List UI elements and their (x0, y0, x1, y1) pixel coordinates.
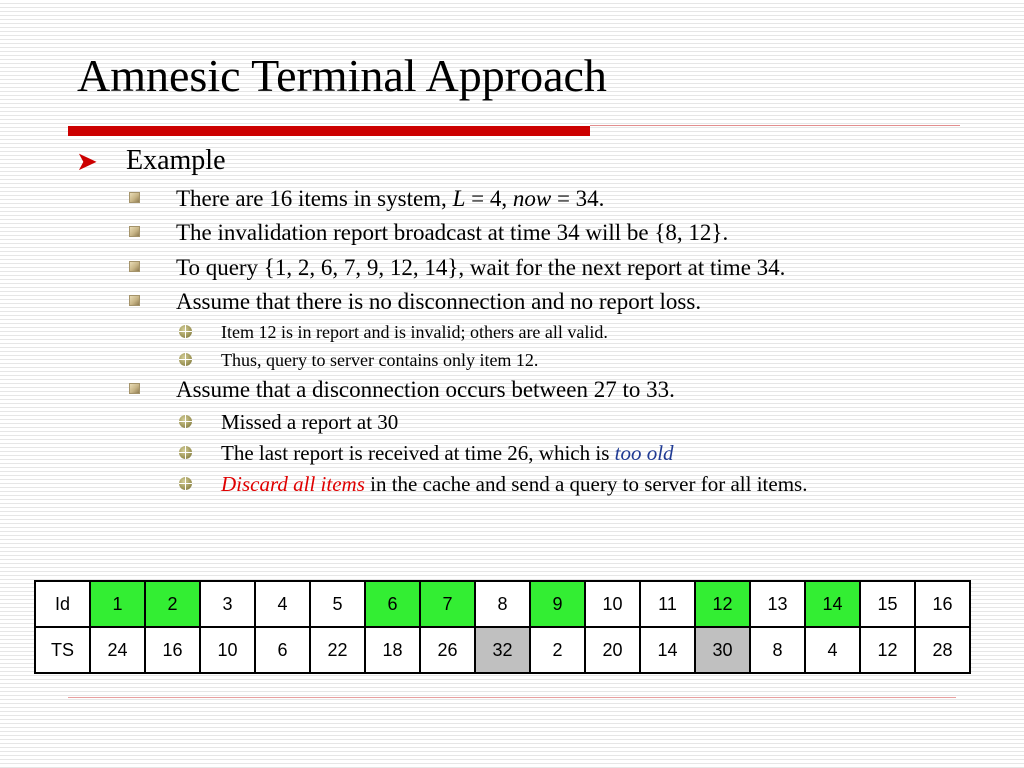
ts-cell: 22 (310, 627, 365, 673)
bullet-items-in-system (176, 185, 604, 213)
id-cell: 10 (585, 581, 640, 627)
id-cell: 9 (530, 581, 585, 627)
id-cell: 13 (750, 581, 805, 627)
emphasis-too-old: too old (614, 441, 674, 465)
id-cell: 14 (805, 581, 860, 627)
ts-cell: 26 (420, 627, 475, 673)
id-cell: 3 (200, 581, 255, 627)
ts-cell: 24 (90, 627, 145, 673)
bullet-text: = 4, (465, 186, 513, 211)
circle-bullet-icon (179, 446, 192, 459)
id-cell: 11 (640, 581, 695, 627)
id-cell: 15 (860, 581, 915, 627)
id-cell: 12 (695, 581, 750, 627)
ts-cell: 30 (695, 627, 750, 673)
square-bullet-icon (129, 226, 140, 237)
id-cell: 6 (365, 581, 420, 627)
circle-bullet-icon (179, 477, 192, 490)
heading-example: Example (126, 145, 226, 176)
bullet-text: = 34. (551, 186, 605, 211)
sub-bullet-last-report (221, 440, 674, 466)
id-cell: 5 (310, 581, 365, 627)
bullet-disconnection: Assume that a disconnection occurs between 27 to 33. (176, 377, 675, 402)
ts-cell: 12 (860, 627, 915, 673)
id-cell: 8 (475, 581, 530, 627)
page-title: Amnesic Terminal Approach (77, 50, 607, 101)
bullet-no-disconnection: Assume that there is no disconnection and no report loss. (176, 289, 702, 314)
circle-bullet-icon (179, 415, 192, 428)
ts-cell: 4 (805, 627, 860, 673)
sub-bullet-discard (221, 471, 807, 497)
ts-cell: 20 (585, 627, 640, 673)
title-underline-red (68, 126, 590, 136)
bullet-text: There are 16 items in system, (176, 186, 453, 211)
square-bullet-icon (129, 192, 140, 203)
id-cell: 7 (420, 581, 475, 627)
id-cell: 2 (145, 581, 200, 627)
bullet-invalidation-report: The invalidation report broadcast at time 34 will be {8, 12}. (176, 220, 729, 245)
id-cell: 4 (255, 581, 310, 627)
row-header-id: Id (35, 581, 90, 627)
timestamp-table (34, 580, 971, 674)
circle-bullet-icon (179, 325, 192, 338)
ts-cell: 32 (475, 627, 530, 673)
bullet-text: in the cache and send a query to server for all items. (364, 472, 808, 496)
bottom-divider (68, 697, 956, 698)
square-bullet-icon (129, 295, 140, 306)
bullet-query: To query {1, 2, 6, 7, 9, 12, 14}, wait for the next report at time 34. (176, 255, 786, 280)
ts-cell: 28 (915, 627, 970, 673)
emphasis-discard-all-items: Discard all items (221, 472, 365, 496)
ts-cell: 8 (750, 627, 805, 673)
sub-bullet-item12-invalid: Item 12 is in report and is invalid; others are all valid. (221, 322, 608, 342)
ts-cell: 18 (365, 627, 420, 673)
id-cell: 16 (915, 581, 970, 627)
row-header-ts: TS (35, 627, 90, 673)
ts-cell: 16 (145, 627, 200, 673)
bullet-text: The last report is received at time 26, which is (221, 441, 615, 465)
table-row-id (35, 581, 970, 627)
sub-bullet-query-item12: Thus, query to server contains only item 12. (221, 350, 539, 370)
ts-cell: 10 (200, 627, 255, 673)
sub-bullet-missed-report: Missed a report at 30 (221, 410, 399, 434)
table-row-ts (35, 627, 970, 673)
arrow-bullet-icon: ➤ (76, 147, 98, 177)
square-bullet-icon (129, 383, 140, 394)
var-L: L (452, 186, 466, 211)
ts-cell: 2 (530, 627, 585, 673)
var-now: now (512, 186, 552, 211)
ts-cell: 6 (255, 627, 310, 673)
title-underline-thin (590, 125, 960, 126)
id-cell: 1 (90, 581, 145, 627)
ts-cell: 14 (640, 627, 695, 673)
circle-bullet-icon (179, 353, 192, 366)
square-bullet-icon (129, 261, 140, 272)
